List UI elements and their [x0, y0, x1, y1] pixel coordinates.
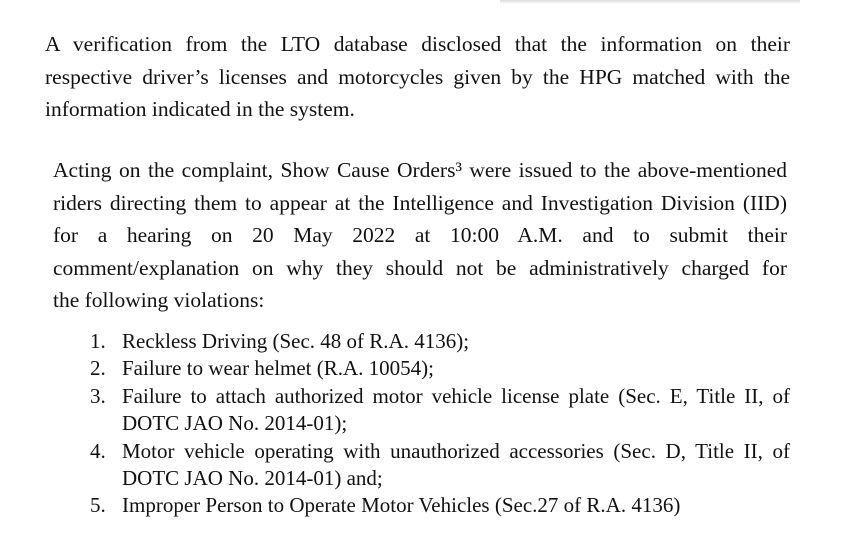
list-item: [90, 383, 790, 438]
text-line: comment/explanation on why they should not be administratively charged for: [53, 255, 787, 280]
list-item-text: Reckless Driving (Sec. 48 of R.A. 4136);: [122, 329, 470, 353]
list-item-text: Motor vehicle operating with unauthorized accessories (Sec. D, Title II, of: [122, 438, 790, 463]
list-item-number: 2.: [90, 356, 106, 381]
page-edge-shadow: [500, 0, 800, 4]
list-item-text: DOTC JAO No. 2014-01) and;: [122, 466, 383, 491]
list-item-number: 1.: [90, 329, 106, 353]
list-item-text: Failure to attach authorized motor vehicle license plate (Sec. E, Title II, of: [122, 383, 790, 408]
list-item: [90, 438, 790, 493]
text-line: the following violations:: [53, 288, 265, 312]
text-line: A verification from the LTO database disclosed that the information on their: [45, 32, 790, 56]
text-line: for a hearing on 20 May 2022 at 10:00 A.M. and to submit their: [53, 223, 787, 247]
paragraph-lto-verification: [45, 28, 790, 126]
list-item: [90, 328, 790, 355]
list-item: [90, 355, 790, 382]
list-item-text: Improper Person to Operate Motor Vehicles (Sec.27 of R.A. 4136): [122, 493, 681, 518]
paragraph-show-cause-orders: [53, 154, 787, 317]
text-line: riders directing them to appear at the Intelligence and Investigation Division (IID): [53, 190, 787, 215]
text-line: information indicated in the system.: [45, 97, 355, 121]
violations-list: [90, 328, 790, 520]
text-line: Acting on the complaint, Show Cause Orders³ were issued to the above-mentioned: [53, 158, 787, 182]
list-item-number: 4.: [90, 438, 106, 463]
list-item-number: 3.: [90, 383, 106, 408]
list-item: [90, 492, 790, 519]
list-item-text: DOTC JAO No. 2014-01);: [122, 411, 348, 436]
text-line: respective driver’s licenses and motorcycles given by the HPG matched with the: [45, 64, 790, 89]
list-item-text: Failure to wear helmet (R.A. 10054);: [122, 356, 435, 381]
list-item-number: 5.: [90, 493, 106, 518]
